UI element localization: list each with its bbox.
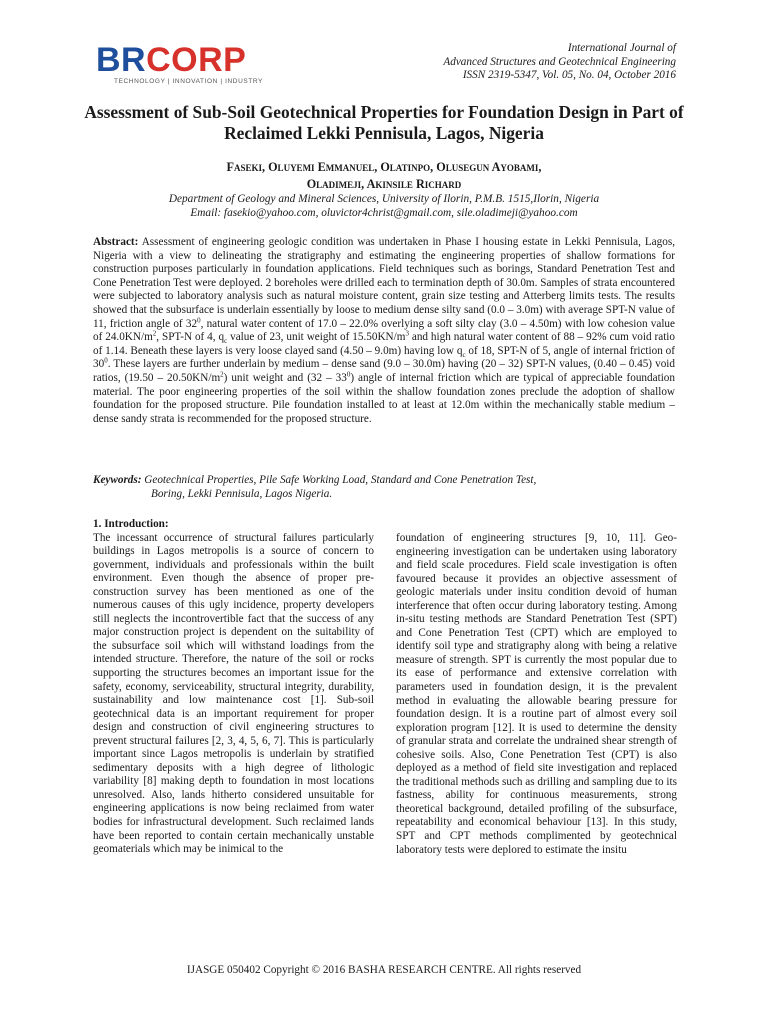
logo-br: BR [96,41,147,79]
abstract-text: Assessment of engineering geologic condition was undertaken in Phase I housing estate in Lekki Pennisula, Lagos, Nigeria with a view to delineating the stratigraphy and estimating the engineering properties of shallow formations for construction purposes particularly in foundation applications. Field techniques such as borings, Standard Penetration Test and Cone Penetration Test were deployed. 2 boreholes were drilled each to termination depth of 30.0m. Samples of strata encountered were subjected to laboratory analysis such as natural moisture content, grain size testing and Atterberg limits tests. The results showed that the subsurface is underlain essentially by loose to medium dense silty sand (0.0 – 3.0m) with average SPT-N value of 11, friction angle of 32 [93,236,675,330]
journal-line-1: International Journal of [567,42,676,54]
keywords-line-1 [93,473,675,487]
authors-line-2: Oladimeji, Akinsile Richard [306,177,462,191]
logo-tagline: TECHNOLOGY | INNOVATION | INDUSTRY [114,78,263,85]
author-list [60,159,708,193]
abstract-sub: c [462,350,466,359]
abstract-text: . These layers are further underlain by medium – dense sand (9.0 – 30.0m) having (20 – 32) SPT-N values, (0.40 – 0.45) void ratios, (19.50 – 20.50KN/m [93,358,675,384]
section-heading: 1. Introduction: [93,518,169,530]
abstract-text: of 18, SPT-N of 5, angle of internal friction of 30 [93,344,675,371]
abstract-text: , SPT-N of 4, q [156,331,225,344]
logo-corp: CORP [146,41,247,79]
journal-info [443,42,676,83]
abstract-text: ) angle of internal friction which are typical of appreciable foundation material. The poor engineering properties of the soil within the shallow foundation zones preclude the adoption of shallow foundation for the proposed structure. Pile foundation installed to at least at 12.0m within the mechanically stable medium – dense sandy strata is recommended for the proposed structure. [93,371,675,425]
column-left [93,518,374,857]
abstract-sup: 0 [346,370,351,379]
abstract-sup: 0 [104,356,108,365]
abstract-text: value of 23, unit weight of 15.50KN/m [227,331,406,344]
abstract-sup: 2 [152,329,157,338]
journal-line-3: ISSN 2319-5347, Vol. 05, No. 04, October 2016 [462,69,676,82]
page-footer: IJASGE 050402 Copyright © 2016 BASHA RESEARCH CENTRE. All rights reserved [186,964,582,976]
column-right [396,532,677,857]
abstract-text: ) unit weight and (32 – 33 [223,371,347,384]
authors-line-1: Faseki, Oluyemi Emmanuel, Olatinpo, Olusegun Ayobami, [226,160,542,174]
logo-wordmark [96,40,246,80]
affiliation [60,192,708,220]
abstract-sub: c [224,337,228,346]
keywords-line-2: Boring, Lekki Pennisula, Lagos Nigeria. [151,488,333,500]
abstract-text: and high natural water content of 88 – 92% cum void ratio of 1.14. Beneath these layers is very loose clayed sand (4.50 – 9.0m) having low q [93,331,676,357]
intro-paragraph-left: The incessant occurrence of structural failures particularly buildings in Lagos metropolis is a source of concern to government, individuals and professionals within the built environment. Even though the absence of proper pre-construction survey has been mentioned as one of the numerous causes of this ugly incidence, property developers still neglects the incontrovertible fact that the success of any major construction project is dependent on the suitability of the subsurface soil which will withstand loadings from the intended structure. Therefore, the nature of the soil or rocks supporting the structures becomes an important issue for the safety, economy, serviceability, structural integrity, durability, sustainability and low maintenance cost [1]. Sub-soil geotechnical data is an important requirement for proper design and construction of civil engineering structures to prevent structural failures [2, 3, 4, 5, 6, 7]. This is particularly important since Lagos metropolis is underlain by stratified sedimentary deposits with a high degree of lithologic variability [8] making depth to foundation in most locations unresolved. Also, lands hitherto considered unsuitable for engineering applications is now being reclaimed from water bodies for infrastructural development. Such reclaimed lands have been reported to contain certain mechanically unstable geomaterials which may be inimical to the [93,531,374,856]
abstract-sup: 3 [405,329,409,338]
paper-title: Assessment of Sub-Soil Geotechnical Properties for Foundation Design in Part of Reclaimed Lekki Pennisula, Lagos, Nigeria [84,102,684,143]
affiliation-email: Email: fasekio@yahoo.com, oluvictor4christ@gmail.com, sile.oladimeji@yahoo.com [190,207,578,219]
keywords-label: Keywords: [93,474,142,486]
intro-paragraph-right: foundation of engineering structures [9, 10, 11]. Geo-engineering investigation can be undertaken using laboratory and field scale procedures. Field scale investigation is often favoured because it provides an objective assessment of geologic materials under insitu condition devoid of human interference that often occur during laboratory testing. Among in-situ testing methods are Standard Penetration Test (SPT) and Cone Penetration Test (CPT) which are employed to identify soil type and stratigraphy along with being a relative measure of strength. SPT is currently the most popular due to its ease of performance and extensive correlation with parameters used in foundation design, it is the prevalent method in evaluating the allowable bearing pressure for foundation design. It is a routine part of almost every soil exploration program [12]. It is used to determine the density of granular strata and correlate the undrained shear strength of cohesive soils. Also, Cone Penetration Test (CPT) is also deployed as a method of field site investigation and replaced the traditional methods such as drilling and sampling due to its fastness, ability for continuous measurements, strong theoretical background, detailed profiling of the subsurface, repeatability and economical behaviour [13]. In this study, SPT and CPT methods complimented by geotechnical laboratory tests were deplored to estimate the insitu [396,532,677,856]
abstract-label: Abstract: [93,236,139,248]
keywords-text-1: Geotechnical Properties, Pile Safe Working Load, Standard and Cone Penetration Test, [141,474,537,486]
abstract [93,236,675,426]
abstract-sup: 2 [220,370,224,379]
keywords [93,473,675,501]
abstract-text: , natural water content of 17.0 – 22.0% overlying a soft silty clay (3.0 – 4.50m) with low cohesion value of 24.0KN/m [93,317,675,344]
abstract-sup: 0 [197,315,201,324]
journal-line-2: Advanced Structures and Geotechnical Engineering [443,55,676,68]
publisher-logo [96,40,311,88]
affiliation-dept: Department of Geology and Mineral Sciences, University of Ilorin, P.M.B. 1515,Ilorin, Nigeria [168,193,600,205]
